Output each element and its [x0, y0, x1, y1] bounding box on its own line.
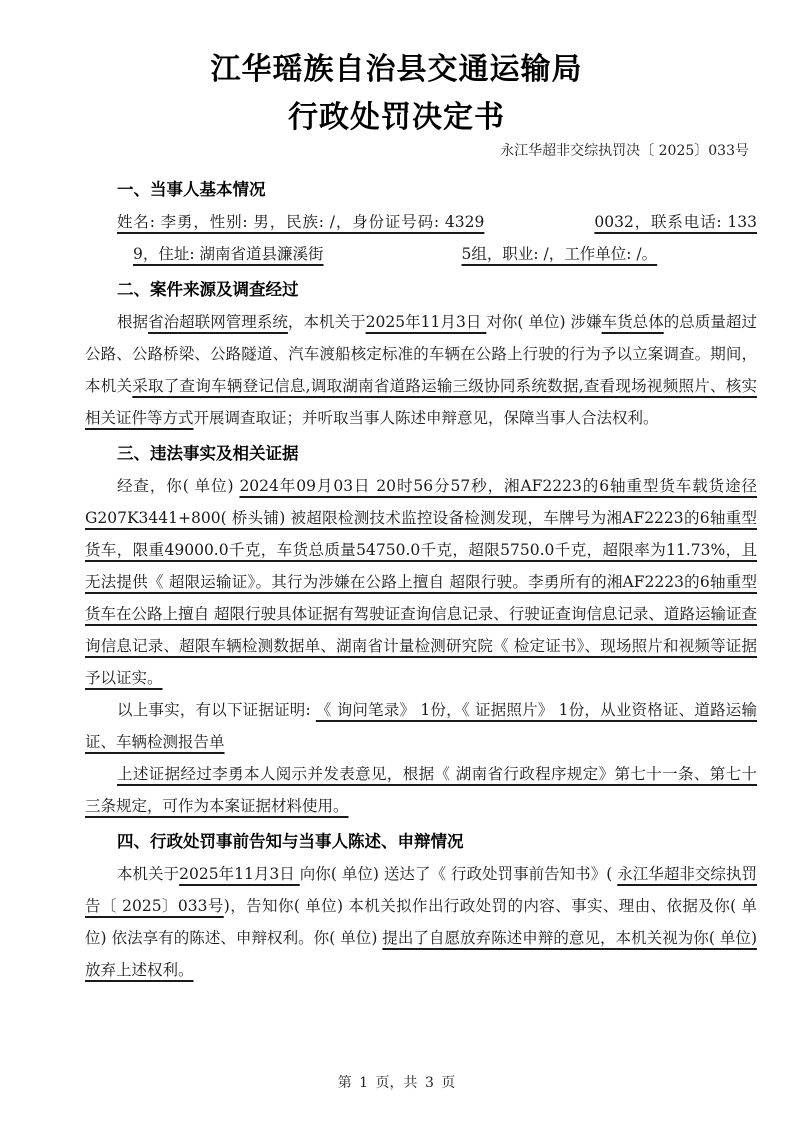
section-heading-violation-facts: 三、违法事实及相关证据 — [117, 444, 299, 463]
text-segment: 本机关于 — [117, 865, 180, 883]
section-heading-prior-notice: 四、行政处罚事前告知与当事人陈述、申辩情况 — [117, 832, 464, 851]
investigation-methods: 采取了查询车辆登记信息,调取湖南省道路运输三级协同系统数据,查看现场视频照片、核实相关证件等方式 — [85, 377, 757, 427]
text-segment: 根据 — [117, 313, 149, 331]
issuing-authority-title: 江华瑶族自治县交通运输局 — [210, 52, 583, 87]
text-segment: 以上事实，有以下证据证明: — [117, 701, 316, 719]
source-system: 省治超联网管理系统 — [148, 313, 288, 331]
text-segment: 经查，你( 单位) — [117, 477, 240, 495]
filing-date: 2025年11月3日 — [365, 313, 487, 331]
document-type-title: 行政处罚决定书 — [288, 100, 505, 135]
evidence-review-paragraph — [85, 758, 757, 822]
party-address: 9，住址: 湖南省道县濂溪街 — [133, 245, 324, 263]
party-info-paragraph — [85, 206, 757, 270]
text-segment: 开展调查取证；并听取当事人陈述申辩意见，保障当事人合法权利。 — [193, 409, 659, 427]
suspected-violation: 车货总体 — [601, 313, 664, 331]
text-segment: 的总质量超过公路、公路桥梁、公路隧道、汽车渡船核定标准的车辆在公路上行驶的行为予以立案调查。期间，本机关 — [85, 313, 757, 395]
violation-facts-paragraph — [85, 470, 757, 694]
text-segment: )，告知你( 单位) 本机关拟作出行政处罚的内容、事实、理由、依据及你( 单位) 依法享有的陈述、申辩权利。你( 单位) — [85, 897, 757, 947]
page-number: 第 1 页，共 3 页 — [337, 1075, 456, 1091]
text-segment: ，本机关于 — [287, 313, 366, 331]
text-segment: 对你( 单位) 涉嫌 — [486, 313, 602, 331]
section-heading-party-info: 一、当事人基本情况 — [117, 180, 266, 199]
evidence-list-paragraph — [85, 694, 757, 758]
document-number: 永江华超非交综执罚决〔 2025〕033号 — [500, 143, 749, 159]
party-name-gender-id: 姓名: 李勇，性别: 男，民族: /，身份证号码: 4329 — [117, 213, 485, 231]
party-occupation-employer: 5组，职业: /，工作单位: /。 — [461, 245, 658, 263]
case-source-paragraph — [85, 306, 757, 434]
party-info-text — [85, 213, 757, 263]
text-segment: 向你( 单位) 送达了《 行政处罚事前告知书》( — [299, 865, 618, 883]
prior-notice-paragraph — [85, 858, 757, 986]
violation-details: 2024年09月03日 20时56分57秒，湘AF2223的6轴重型货车载货途径G207K3441+800( 桥头铺) 被超限检测技术监控设备检测发现，车牌号为湘AF2223的6轴重型货车，限重49000.0千克，车货总质量54750.0千克，超限5750.0千克，超限率为11.73%，且无法提供《 超限运输证》。其行为涉嫌在公路上擅自 超限行驶。李勇所有的湘AF2223的6轴重型货车在公路上擅自 超限行驶具体证据有驾驶证查询信息记录、行驶证查询信息记录、道路运输证查询信息记录、超限车辆检测数据单、湖南省计量检测研究院《 检定证书》、现场照片和视频等证据予以证实。 — [85, 477, 757, 687]
party-waiver: 提出了自愿放弃陈述申辩的意见，本机关视为你( 单位) 放弃上述权利。 — [85, 929, 757, 979]
evidence-list: 《 询问笔录》 1份，《 证据照片》 1份，从业资格证、道路运输证、车辆检测报告单 — [85, 701, 757, 751]
evidence-review-text: 上述证据经过李勇本人阅示并发表意见，根据《 湖南省行政程序规定》第七十一条、第七十三条规定，可作为本案证据材料使用。 — [85, 765, 757, 815]
document-body — [85, 170, 757, 986]
section-heading-case-source: 二、案件来源及调查经过 — [117, 280, 299, 299]
party-id-phone: 0032，联系电话: 133 — [594, 213, 757, 231]
notice-date: 2025年11月3日 — [179, 865, 300, 883]
notice-document-number: 永江华超非交综执罚告〔 2025〕033号 — [85, 865, 757, 915]
